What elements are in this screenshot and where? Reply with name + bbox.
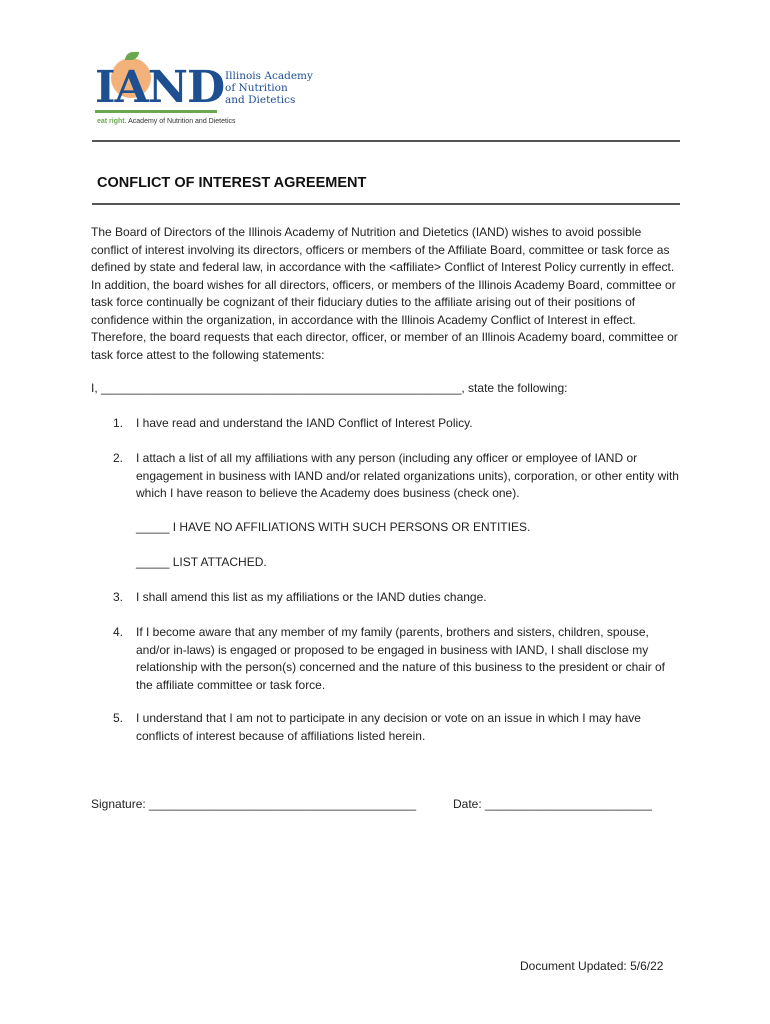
check-option-no-affiliations: _____ I HAVE NO AFFILIATIONS WITH SUCH PERSONS OR ENTITIES. <box>136 520 531 534</box>
item-number: 4. <box>113 625 124 639</box>
statement-item: I have read and understand the IAND Conflict of Interest Policy. <box>136 416 473 430</box>
intro-paragraph: The Board of Directors of the Illinois Academy of Nutrition and Dietetics (IAND) wishes to avoid possible conflict of interest involving its directors, officers or members of the Affiliate Board, committee or task force as defined by state and federal law, in accordance with the <affiliate> Conflict of Interest Policy currently in effect. In addition, the board wishes for all directors, officers, or members of the Illinois Academy Board, committee or task force continually be cognizant of their fiduciary duties to the affiliate arising out of their positions of confidence within the organization, in accordance with the Illinois Academy Conflict of Interest in effect. Therefore, the board requests that each director, officer, or member of an Illinois Academy board, committee or task force attest to the following statements: <box>91 225 678 362</box>
logo-wordmark: IAND <box>95 62 225 113</box>
statement-item: I understand that I am not to participate in any decision or vote on an issue in which I may have conflicts of interest because of affiliations listed herein. <box>136 711 641 743</box>
iand-logo <box>95 52 315 134</box>
name-attestation-line: I, ______________________________________________________, state the following: <box>91 381 568 395</box>
statement-item: If I become aware that any member of my family (parents, brothers and sisters, children, spouse, and/or in-laws) is engaged or proposed to be engaged in business with IAND, I shall disclose my relationship with the person(s) concerned and the nature of this business to the president or chair of the affiliate committee or task force. <box>136 625 665 692</box>
document-updated: Document Updated: 5/6/22 <box>520 959 664 973</box>
document-title: CONFLICT OF INTEREST AGREEMENT <box>97 175 367 191</box>
signature-line: Signature: ________________________________________ <box>91 797 416 811</box>
header-divider <box>92 140 680 142</box>
item-number: 3. <box>113 590 124 604</box>
title-divider <box>92 203 680 205</box>
statement-item: I shall amend this list as my affiliations or the IAND duties change. <box>136 590 487 604</box>
logo-tagline: eat right. Academy of Nutrition and Dietetics <box>97 118 236 125</box>
item-number: 2. <box>113 451 124 465</box>
logo-org-name: Illinois Academy of Nutrition and Dietetics <box>225 70 313 106</box>
statement-item: I attach a list of all my affiliations with any person (including any officer or employee of IAND or engagement in business with IAND and/or related organizations units), corporation, or other entity with which I have reason to believe the Academy does business (check one). <box>136 451 679 500</box>
item-number: 5. <box>113 711 124 725</box>
item-number: 1. <box>113 416 124 430</box>
date-line: Date: _________________________ <box>453 797 652 811</box>
check-option-list-attached: _____ LIST ATTACHED. <box>136 555 267 569</box>
